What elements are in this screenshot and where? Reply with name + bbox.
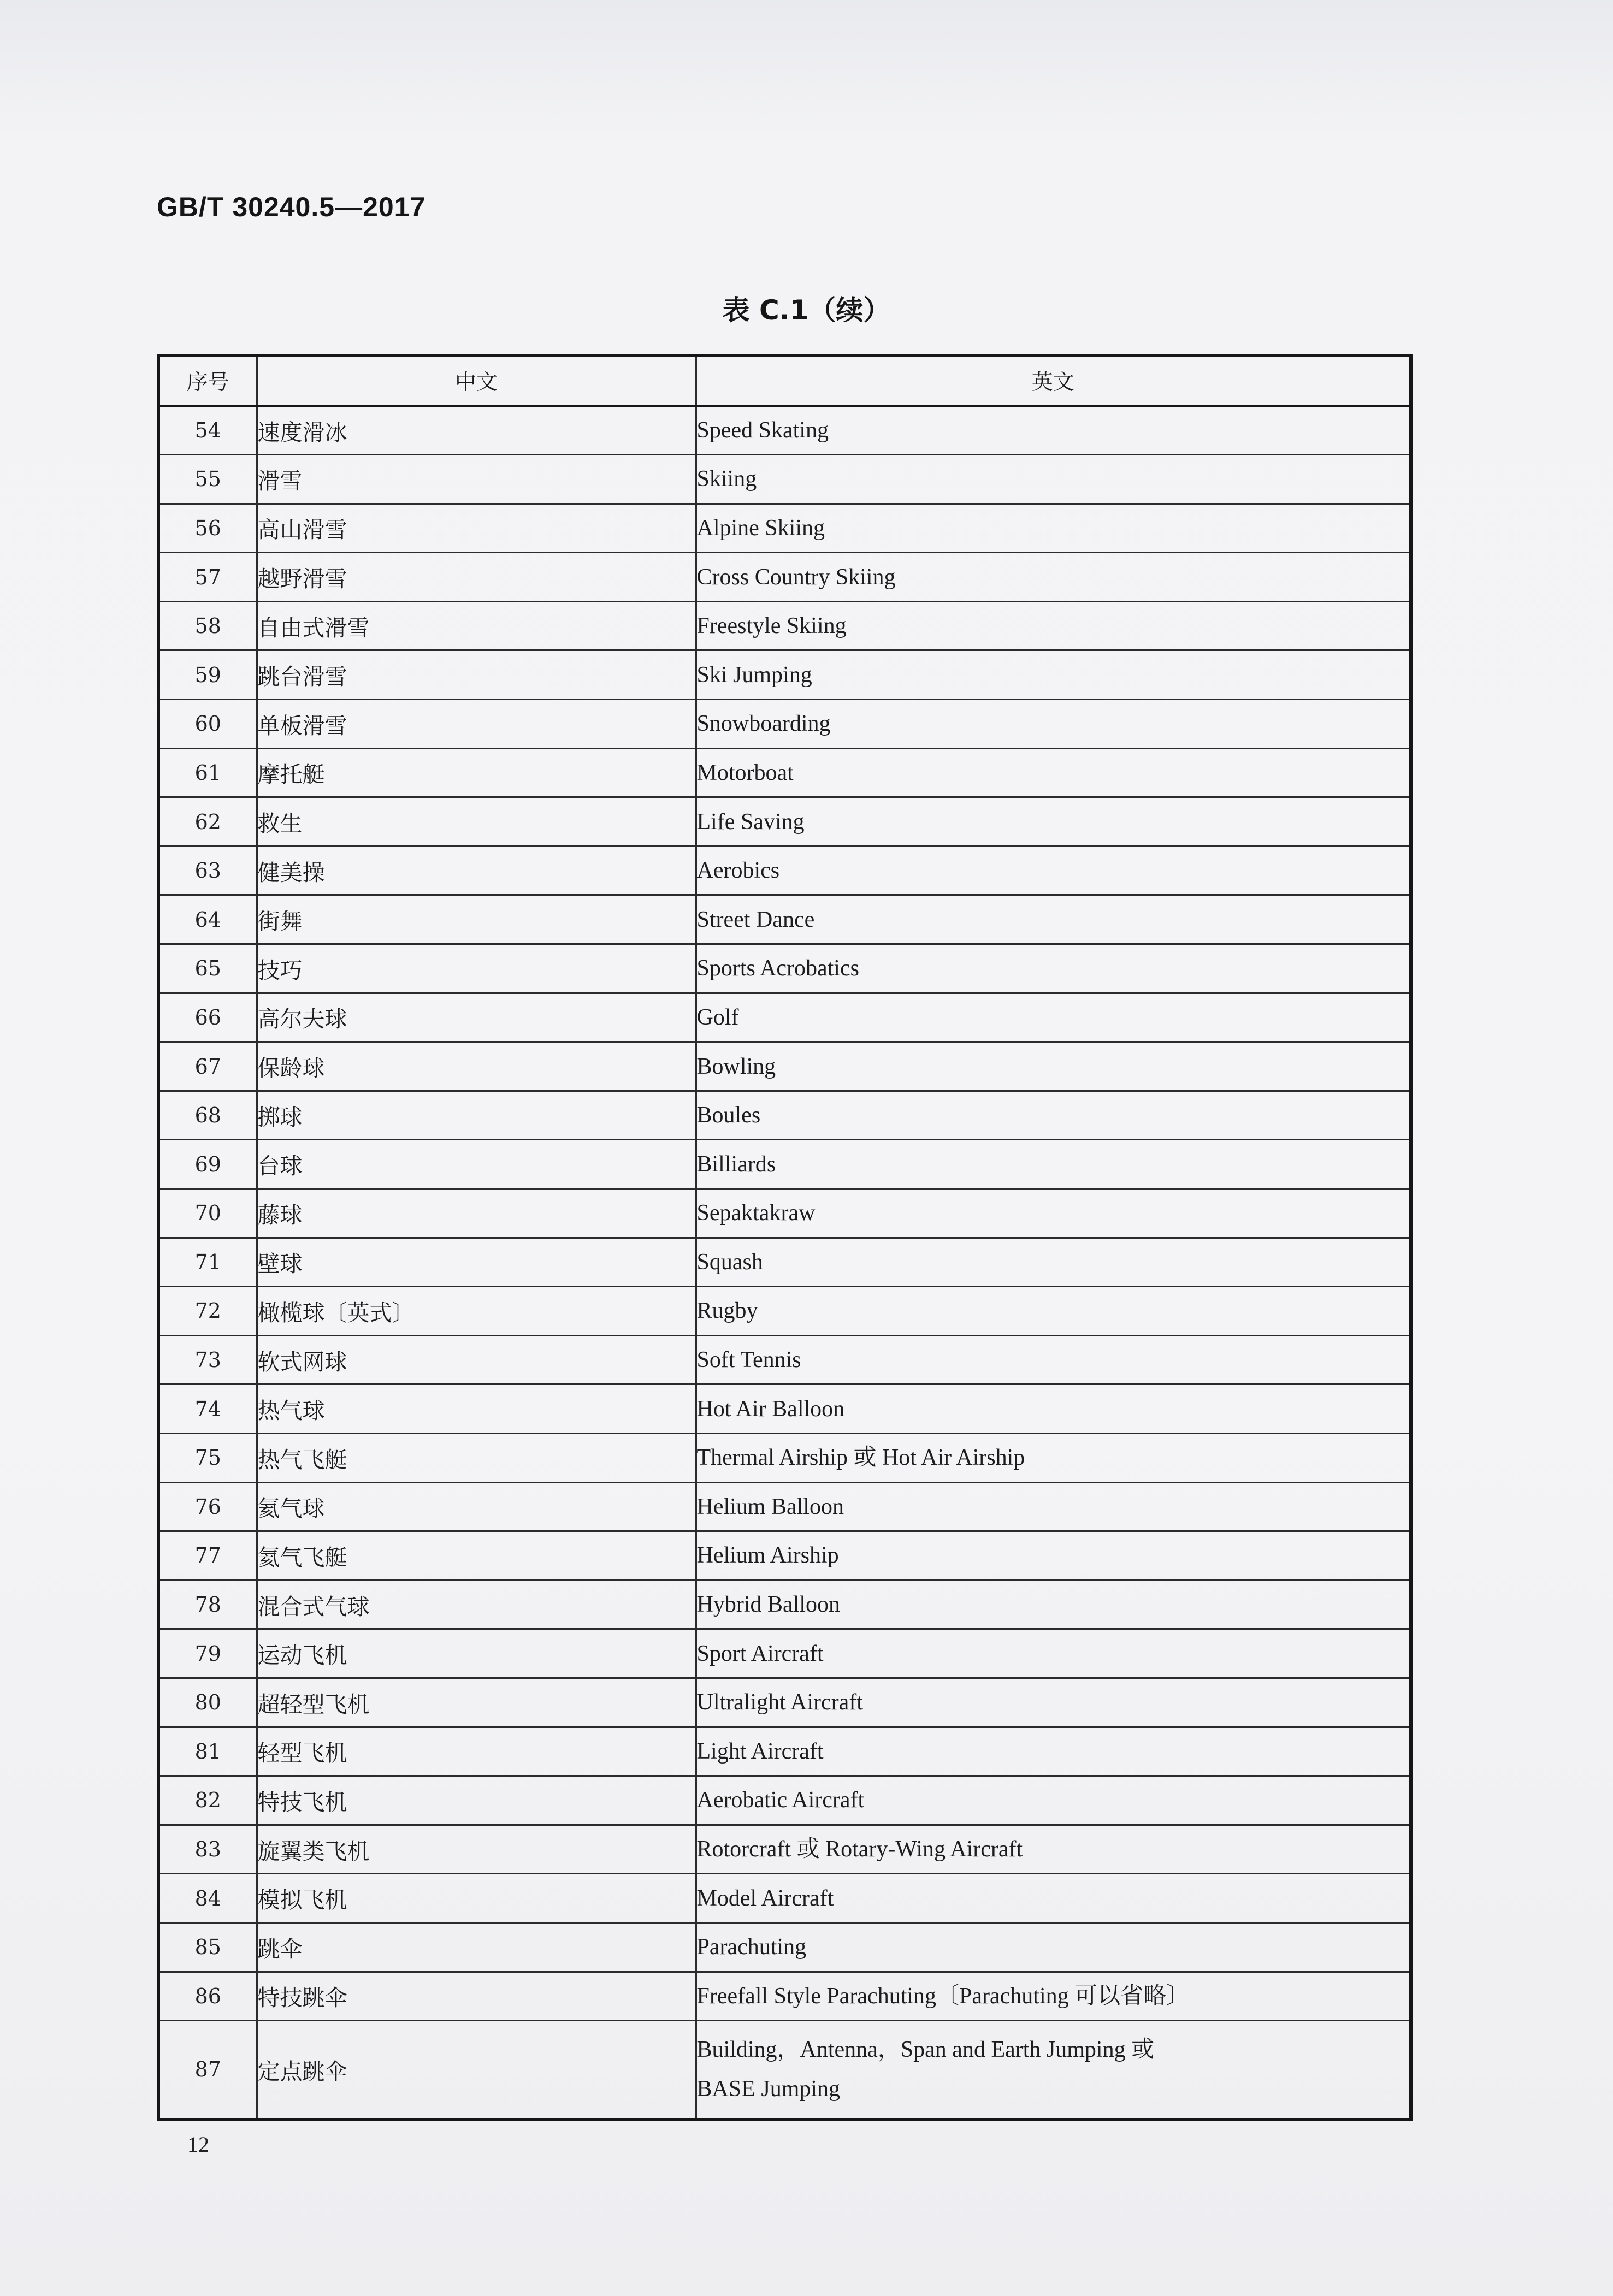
row-chinese: 摩托艇	[257, 748, 696, 797]
row-english: Light Aircraft	[696, 1727, 1411, 1776]
row-chinese: 街舞	[257, 895, 696, 944]
row-chinese: 救生	[257, 797, 696, 847]
table-row	[158, 748, 1411, 797]
row-number: 72	[158, 1287, 257, 1336]
table-row	[158, 846, 1411, 895]
table-row	[158, 1433, 1411, 1482]
table-row	[158, 406, 1411, 455]
table-row	[158, 1825, 1411, 1874]
row-chinese: 橄榄球〔英式〕	[257, 1287, 696, 1336]
table-row	[158, 1482, 1411, 1531]
row-english: Helium Balloon	[696, 1482, 1411, 1531]
row-number: 75	[158, 1433, 257, 1482]
row-number: 81	[158, 1727, 257, 1776]
row-chinese: 高山滑雪	[257, 504, 696, 553]
table-row	[158, 1727, 1411, 1776]
table-row	[158, 1678, 1411, 1727]
row-english: Sepaktakraw	[696, 1189, 1411, 1238]
row-number: 77	[158, 1531, 257, 1581]
row-number: 56	[158, 504, 257, 553]
row-number: 58	[158, 601, 257, 650]
row-number: 54	[158, 406, 257, 455]
row-number: 61	[158, 748, 257, 797]
table-header-row	[158, 356, 1411, 406]
row-chinese: 速度滑冰	[257, 406, 696, 455]
row-chinese: 掷球	[257, 1091, 696, 1140]
row-chinese: 氦气球	[257, 1482, 696, 1531]
row-number: 79	[158, 1629, 257, 1678]
sports-terms-table	[157, 354, 1413, 2121]
row-number: 76	[158, 1482, 257, 1531]
row-number: 60	[158, 700, 257, 749]
column-header-chinese: 中文	[257, 356, 696, 406]
row-number: 71	[158, 1238, 257, 1287]
row-number: 85	[158, 1922, 257, 1972]
table-row	[158, 1091, 1411, 1140]
row-number: 65	[158, 944, 257, 993]
row-chinese: 技巧	[257, 944, 696, 993]
row-number: 78	[158, 1580, 257, 1629]
row-english: Snowboarding	[696, 700, 1411, 749]
table-row	[158, 650, 1411, 700]
row-english-line-2: BASE Jumping	[696, 2076, 841, 2102]
column-header-english: 英文	[696, 356, 1411, 406]
row-english: Cross Country Skiing	[696, 553, 1411, 602]
row-number: 74	[158, 1384, 257, 1434]
row-number: 66	[158, 993, 257, 1042]
table-row	[158, 1776, 1411, 1825]
row-english: Soft Tennis	[696, 1335, 1411, 1384]
table-row	[158, 1972, 1411, 2021]
column-header-number: 序号	[158, 356, 257, 406]
table-row	[158, 1629, 1411, 1678]
row-chinese: 跳台滑雪	[257, 650, 696, 700]
row-number: 69	[158, 1140, 257, 1189]
row-english: Sports Acrobatics	[696, 944, 1411, 993]
row-chinese: 热气球	[257, 1384, 696, 1434]
row-number: 83	[158, 1825, 257, 1874]
row-number: 84	[158, 1874, 257, 1923]
row-english: Sport Aircraft	[696, 1629, 1411, 1678]
table-row	[158, 2021, 1411, 2120]
row-english: Motorboat	[696, 748, 1411, 797]
row-chinese: 单板滑雪	[257, 700, 696, 749]
row-english: Bowling	[696, 1042, 1411, 1091]
table-row	[158, 1238, 1411, 1287]
row-number: 70	[158, 1189, 257, 1238]
row-english-line-1: Building，Antenna，Span and Earth Jumping 或	[696, 2037, 1155, 2063]
row-number: 86	[158, 1972, 257, 2021]
table-row	[158, 1580, 1411, 1629]
row-english: Rotorcraft 或 Rotary-Wing Aircraft	[696, 1825, 1411, 1874]
table-row	[158, 1384, 1411, 1434]
table-row	[158, 700, 1411, 749]
row-chinese: 健美操	[257, 846, 696, 895]
row-chinese: 轻型飞机	[257, 1727, 696, 1776]
row-english: Life Saving	[696, 797, 1411, 847]
row-english: Freefall Style Parachuting〔Parachuting 可以省略〕	[696, 1972, 1411, 2021]
table-row	[158, 1874, 1411, 1923]
row-english: Aerobatic Aircraft	[696, 1776, 1411, 1825]
standard-code: GB/T 30240.5—2017	[157, 192, 426, 222]
row-number: 57	[158, 553, 257, 602]
table-row	[158, 1287, 1411, 1336]
row-chinese: 滑雪	[257, 455, 696, 504]
row-chinese: 氦气飞艇	[257, 1531, 696, 1581]
row-chinese: 热气飞艇	[257, 1433, 696, 1482]
row-english: Helium Airship	[696, 1531, 1411, 1581]
table-row	[158, 504, 1411, 553]
row-chinese: 自由式滑雪	[257, 601, 696, 650]
table-row	[158, 1042, 1411, 1091]
row-chinese: 超轻型飞机	[257, 1678, 696, 1727]
row-number: 63	[158, 846, 257, 895]
table-title: 表 C.1（续）	[722, 294, 891, 326]
row-chinese: 越野滑雪	[257, 553, 696, 602]
table-row	[158, 1335, 1411, 1384]
row-number: 80	[158, 1678, 257, 1727]
row-number: 62	[158, 797, 257, 847]
row-english: Ultralight Aircraft	[696, 1678, 1411, 1727]
row-english: Freestyle Skiing	[696, 601, 1411, 650]
row-english: Ski Jumping	[696, 650, 1411, 700]
row-number: 55	[158, 455, 257, 504]
row-english: Model Aircraft	[696, 1874, 1411, 1923]
row-chinese: 特技跳伞	[257, 1972, 696, 2021]
row-chinese: 藤球	[257, 1189, 696, 1238]
table-row	[158, 601, 1411, 650]
table-row	[158, 553, 1411, 602]
row-chinese: 保龄球	[257, 1042, 696, 1091]
row-chinese: 定点跳伞	[257, 2021, 696, 2120]
page-number: 12	[187, 2132, 209, 2157]
row-number: 67	[158, 1042, 257, 1091]
row-chinese: 模拟飞机	[257, 1874, 696, 1923]
row-english	[696, 2021, 1411, 2120]
row-chinese: 台球	[257, 1140, 696, 1189]
row-english: Rugby	[696, 1287, 1411, 1336]
table-row	[158, 944, 1411, 993]
table-row	[158, 993, 1411, 1042]
row-english: Parachuting	[696, 1922, 1411, 1972]
row-number: 87	[158, 2021, 257, 2120]
row-english: Billiards	[696, 1140, 1411, 1189]
row-number: 59	[158, 650, 257, 700]
table-row	[158, 895, 1411, 944]
row-english: Hybrid Balloon	[696, 1580, 1411, 1629]
row-chinese: 高尔夫球	[257, 993, 696, 1042]
table-row	[158, 1531, 1411, 1581]
row-english: Alpine Skiing	[696, 504, 1411, 553]
row-number: 68	[158, 1091, 257, 1140]
table-row	[158, 1922, 1411, 1972]
table-row	[158, 797, 1411, 847]
row-number: 73	[158, 1335, 257, 1384]
row-english: Speed Skating	[696, 406, 1411, 455]
row-english: Golf	[696, 993, 1411, 1042]
row-english: Hot Air Balloon	[696, 1384, 1411, 1434]
row-number: 64	[158, 895, 257, 944]
row-chinese: 跳伞	[257, 1922, 696, 1972]
row-english: Street Dance	[696, 895, 1411, 944]
row-english: Skiing	[696, 455, 1411, 504]
row-chinese: 特技飞机	[257, 1776, 696, 1825]
row-number: 82	[158, 1776, 257, 1825]
table-row	[158, 455, 1411, 504]
row-chinese: 壁球	[257, 1238, 696, 1287]
row-chinese: 旋翼类飞机	[257, 1825, 696, 1874]
table-row	[158, 1189, 1411, 1238]
table-row	[158, 1140, 1411, 1189]
row-chinese: 软式网球	[257, 1335, 696, 1384]
row-chinese: 运动飞机	[257, 1629, 696, 1678]
row-english: Aerobics	[696, 846, 1411, 895]
row-english: Thermal Airship 或 Hot Air Airship	[696, 1433, 1411, 1482]
row-english: Squash	[696, 1238, 1411, 1287]
row-chinese: 混合式气球	[257, 1580, 696, 1629]
row-english: Boules	[696, 1091, 1411, 1140]
